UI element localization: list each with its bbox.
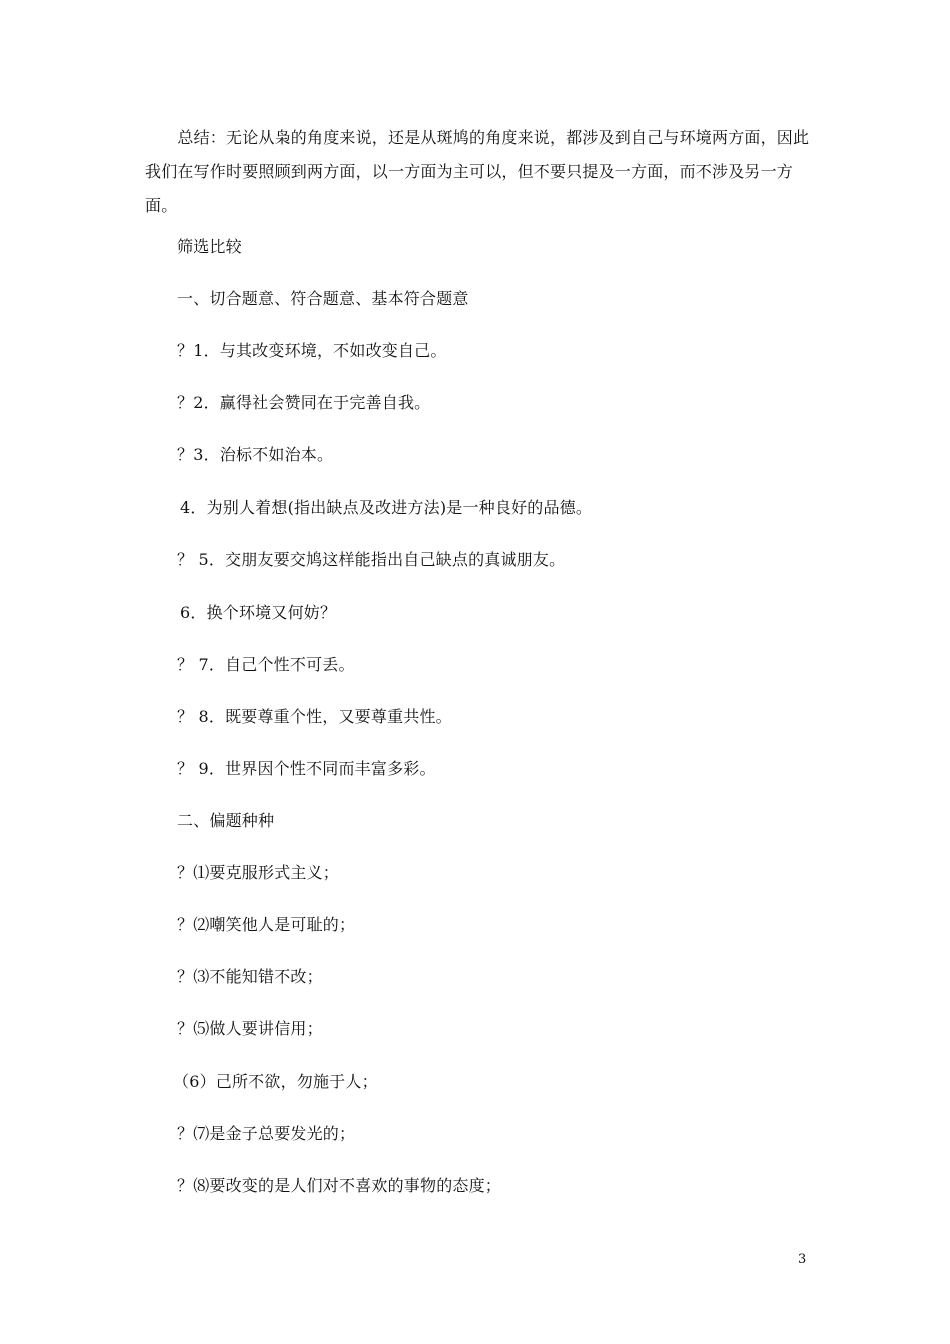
list-item: ？ 8．既要尊重个性，又要尊重共性。 xyxy=(177,707,452,726)
list-item: ？⑸做人要讲信用； xyxy=(177,1019,323,1038)
heading-screen-compare: 筛选比较 xyxy=(177,237,242,256)
list-item: （6）己所不欲，勿施于人； xyxy=(173,1072,378,1091)
list-item: 4．为别人着想(指出缺点及改进方法)是一种良好的品德。 xyxy=(180,498,593,517)
list-item: 6．换个环境又何妨？ xyxy=(180,603,337,622)
list-item: ？ 9．世界因个性不同而丰富多彩。 xyxy=(177,759,436,778)
list-item: ？⑶不能知错不改； xyxy=(177,967,323,986)
list-item: ？ 5．交朋友要交鸠这样能指出自己缺点的真诚朋友。 xyxy=(177,550,566,569)
list-item: ？1．与其改变环境，不如改变自己。 xyxy=(177,341,447,360)
list-item: ？⑻要改变的是人们对不喜欢的事物的态度； xyxy=(177,1176,502,1195)
section-two-title: 二、偏题种种 xyxy=(177,811,275,830)
list-item: ？3．治标不如治本。 xyxy=(177,445,334,464)
summary-paragraph: 总结：无论从枭的角度来说，还是从斑鸠的角度来说，都涉及到自己与环境两方面，因此我们在写作时要照顾到两方面，以一方面为主可以，但不要只提及一方面，而不涉及另一方面。 xyxy=(145,128,810,215)
list-item: ？⑺是金子总要发光的； xyxy=(177,1124,356,1143)
list-item: ？ 7．自己个性不可丢。 xyxy=(177,655,355,674)
page-number: 3 xyxy=(798,1252,807,1267)
list-item: ？2．赢得社会赞同在于完善自我。 xyxy=(177,393,431,412)
section-one-title: 一、切合题意、符合题意、基本符合题意 xyxy=(177,289,469,308)
list-item: ？⑵嘲笑他人是可耻的； xyxy=(177,915,356,934)
list-item: ？⑴要克服形式主义； xyxy=(177,863,340,882)
